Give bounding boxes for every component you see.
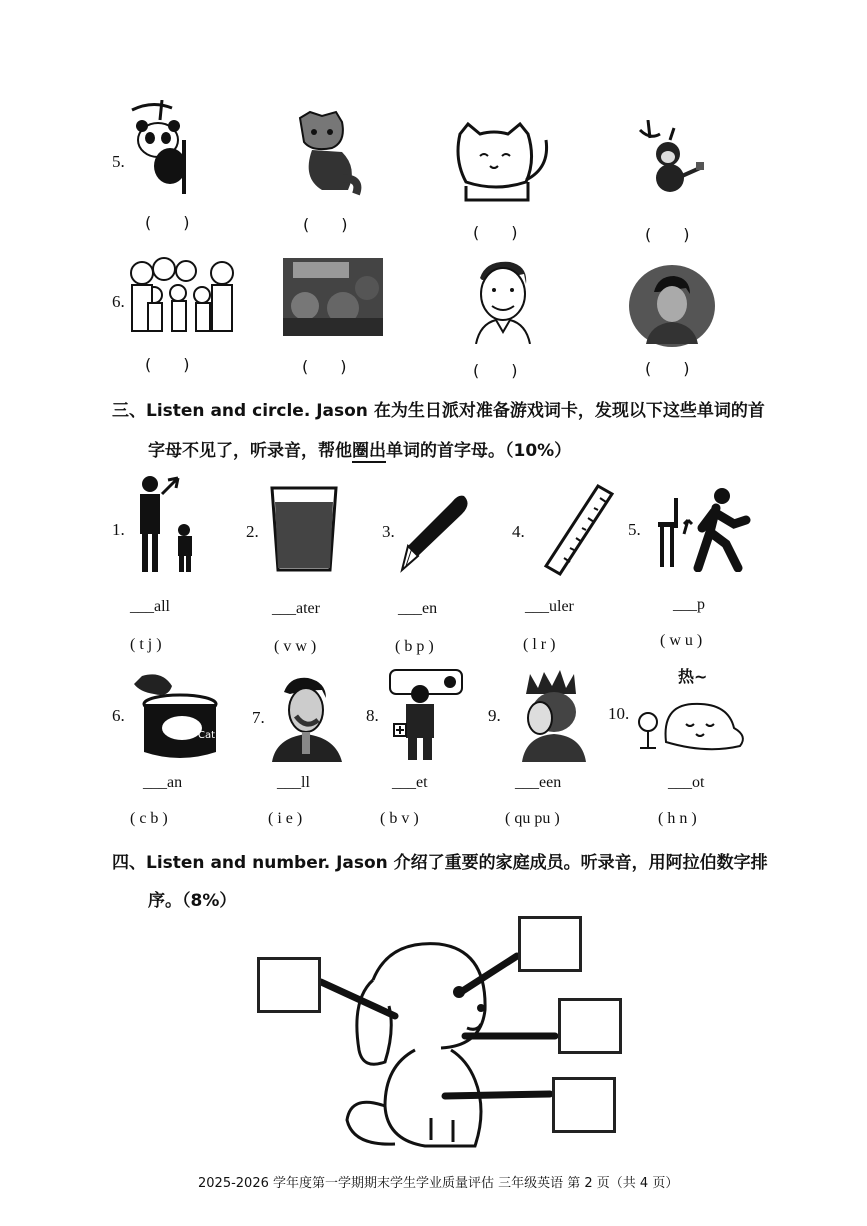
- svg-text:Cat: Cat: [198, 730, 216, 741]
- item-6-options[interactable]: ( c b ): [130, 810, 168, 827]
- heading-circle-word: 圈出: [352, 441, 386, 461]
- item-4-options[interactable]: ( l r ): [523, 636, 556, 653]
- row-5-paren-4[interactable]: ( ): [645, 225, 690, 244]
- stand-up-icon: [652, 484, 752, 572]
- row-6-paren-4[interactable]: ( ): [645, 359, 690, 378]
- row-5-paren-2[interactable]: ( ): [303, 215, 348, 234]
- item-5-options[interactable]: ( w u ): [660, 632, 703, 649]
- item-5-number: 5.: [628, 520, 641, 539]
- row-5-paren-3[interactable]: ( ): [473, 223, 518, 242]
- row-6-paren-3[interactable]: ( ): [473, 361, 518, 380]
- monkey-icon: [630, 120, 710, 200]
- item-8-options[interactable]: ( b v ): [380, 810, 419, 827]
- item-4-number: 4.: [512, 522, 525, 541]
- heading-part-a: 字母不见了，听录音，帮他: [148, 441, 352, 461]
- item-5-blank[interactable]: ___p: [673, 596, 705, 613]
- item-7-options[interactable]: ( i e ): [268, 810, 303, 827]
- answer-box-top-right[interactable]: [518, 916, 582, 972]
- panda-icon: [122, 100, 202, 195]
- item-3-number: 3.: [382, 522, 395, 541]
- item-7-blank[interactable]: ___ll: [277, 774, 310, 791]
- answer-box-left[interactable]: [257, 957, 321, 1013]
- item-8-blank[interactable]: ___et: [392, 774, 428, 791]
- item-10-options[interactable]: ( h n ): [658, 810, 697, 827]
- row-5-paren-1[interactable]: ( ): [145, 213, 190, 232]
- row-5-number: 5.: [112, 152, 125, 171]
- queen-icon: [510, 670, 590, 762]
- row-6-paren-2[interactable]: ( ): [302, 357, 347, 376]
- item-9-options[interactable]: ( qu pu ): [505, 810, 560, 827]
- tall-short-man-icon: [126, 470, 202, 574]
- item-6-blank[interactable]: ___an: [143, 774, 183, 791]
- item-8-number: 8.: [366, 706, 379, 725]
- section-3-heading-line-1: 三、Listen and circle. Jason 在为生日派对准备游戏词卡，发现以下这些单词的首: [112, 401, 765, 421]
- section-3-heading-line-2: [148, 436, 571, 461]
- item-3-options[interactable]: ( b p ): [395, 638, 434, 655]
- answer-box-middle-right[interactable]: [558, 998, 622, 1054]
- item-9-blank[interactable]: ___een: [515, 774, 562, 791]
- ill-boy-icon: [266, 676, 348, 762]
- item-2-blank[interactable]: ___ater: [272, 600, 320, 617]
- vet-icon: [386, 668, 464, 762]
- family-icon: [126, 255, 238, 335]
- row-6-number: 6.: [112, 292, 125, 311]
- answer-box-bottom-right[interactable]: [552, 1077, 616, 1133]
- red-panda-icon: [292, 108, 362, 198]
- item-7-number: 7.: [252, 708, 265, 727]
- item-10-blank[interactable]: ___ot: [668, 774, 705, 791]
- hot-icon: [636, 692, 756, 756]
- cat-icon: [450, 120, 555, 205]
- item-1-options[interactable]: ( t j ): [130, 636, 162, 653]
- zoo-icon: [283, 258, 383, 336]
- glass-of-water-icon: [268, 484, 340, 574]
- man-face-icon: [466, 258, 538, 344]
- row-6-paren-1[interactable]: ( ): [145, 355, 190, 374]
- item-10-number: 10.: [608, 704, 630, 723]
- section-4-heading-line-2: 序。（8%）: [148, 891, 237, 911]
- heading-part-c: 单词的首字母。（10%）: [386, 441, 572, 461]
- item-3-blank[interactable]: ___en: [398, 600, 438, 617]
- item-1-blank[interactable]: ___all: [130, 598, 170, 615]
- item-9-number: 9.: [488, 706, 501, 725]
- item-2-options[interactable]: ( v w ): [274, 638, 317, 655]
- item-1-number: 1.: [112, 520, 125, 539]
- item-4-blank[interactable]: ___uler: [525, 598, 574, 615]
- page-footer: 2025-2026 学年度第一学期期末学生学业质量评估 三年级英语 第 2 页（共 4 页）: [198, 1176, 679, 1191]
- pen-icon: [398, 490, 472, 574]
- section-4-heading-line-1: 四、Listen and number. Jason 介绍了重要的家庭成员。听录音，用阿拉伯数字排: [112, 853, 768, 873]
- can-icon: [128, 672, 220, 764]
- item-6-number: 6.: [112, 706, 125, 725]
- ruler-icon: [540, 484, 614, 576]
- boy-photo-icon: [628, 264, 716, 348]
- hot-caption: 热~: [678, 667, 708, 686]
- item-2-number: 2.: [246, 522, 259, 541]
